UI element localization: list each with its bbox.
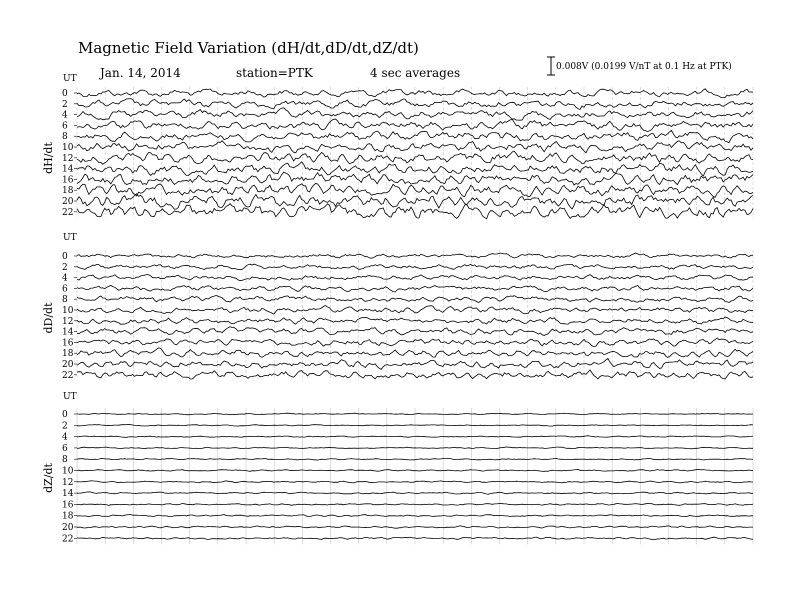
tick-label: 4 <box>62 273 68 284</box>
tick-label: 12 <box>62 477 74 488</box>
panel-3 <box>42 392 753 544</box>
date-label: Jan. 14, 2014 <box>100 66 181 80</box>
scale-bar-label: 0.008V (0.0199 V/nT at 0.1 Hz at PTK) <box>556 62 732 72</box>
panel-label: dD/dt <box>42 302 55 334</box>
tick-label: 8 <box>62 295 68 306</box>
ut-label: UT <box>63 392 77 402</box>
tick-label: 2 <box>62 99 68 110</box>
tick-label: 16 <box>62 175 74 186</box>
tick-label: 10 <box>62 306 74 316</box>
tick-label: 18 <box>62 186 74 197</box>
trace-line <box>77 264 753 270</box>
tick-label: 22 <box>62 370 74 381</box>
tick-label: 10 <box>62 466 74 477</box>
station-label: station=PTK <box>236 66 313 80</box>
tick-label: 12 <box>62 153 74 164</box>
trace-line <box>77 194 753 210</box>
tick-label: 6 <box>62 284 68 295</box>
panel-1 <box>42 74 753 219</box>
scale-bar <box>547 57 732 75</box>
tick-label: 0 <box>62 252 68 262</box>
tick-label: 22 <box>62 534 74 545</box>
trace-line <box>77 204 753 219</box>
tick-label: 20 <box>62 360 74 370</box>
tick-label: 6 <box>62 121 68 132</box>
tick-label: 0 <box>62 89 68 99</box>
tick-label: 8 <box>62 132 68 143</box>
tick-label: 8 <box>62 455 68 466</box>
tick-label: 14 <box>62 327 74 338</box>
tick-label: 0 <box>62 410 68 420</box>
tick-label: 22 <box>62 207 74 218</box>
chart-title: Magnetic Field Variation (dH/dt,dD/dt,dZ/dt) <box>78 39 419 57</box>
panel-2 <box>42 233 753 381</box>
ut-label: UT <box>63 233 77 243</box>
tick-label: 18 <box>62 349 74 360</box>
tick-label: 14 <box>62 489 74 500</box>
tick-label: 12 <box>62 316 74 327</box>
panel-label: dH/dt <box>42 142 55 174</box>
ut-label: UT <box>63 74 77 84</box>
averaging-label: 4 sec averages <box>370 66 461 80</box>
tick-label: 16 <box>62 338 74 349</box>
tick-label: 20 <box>62 523 74 533</box>
tick-label: 2 <box>62 421 68 432</box>
panels-group <box>42 74 753 544</box>
tick-label: 10 <box>62 143 74 153</box>
tick-label: 4 <box>62 432 68 443</box>
tick-label: 20 <box>62 197 74 207</box>
tick-label: 14 <box>62 164 74 175</box>
tick-label: 2 <box>62 262 68 273</box>
tick-label: 6 <box>62 443 68 454</box>
tick-label: 18 <box>62 511 74 522</box>
tick-label: 4 <box>62 110 68 121</box>
panel-label: dZ/dt <box>42 463 55 493</box>
tick-label: 16 <box>62 500 74 511</box>
trace-line <box>77 184 753 198</box>
